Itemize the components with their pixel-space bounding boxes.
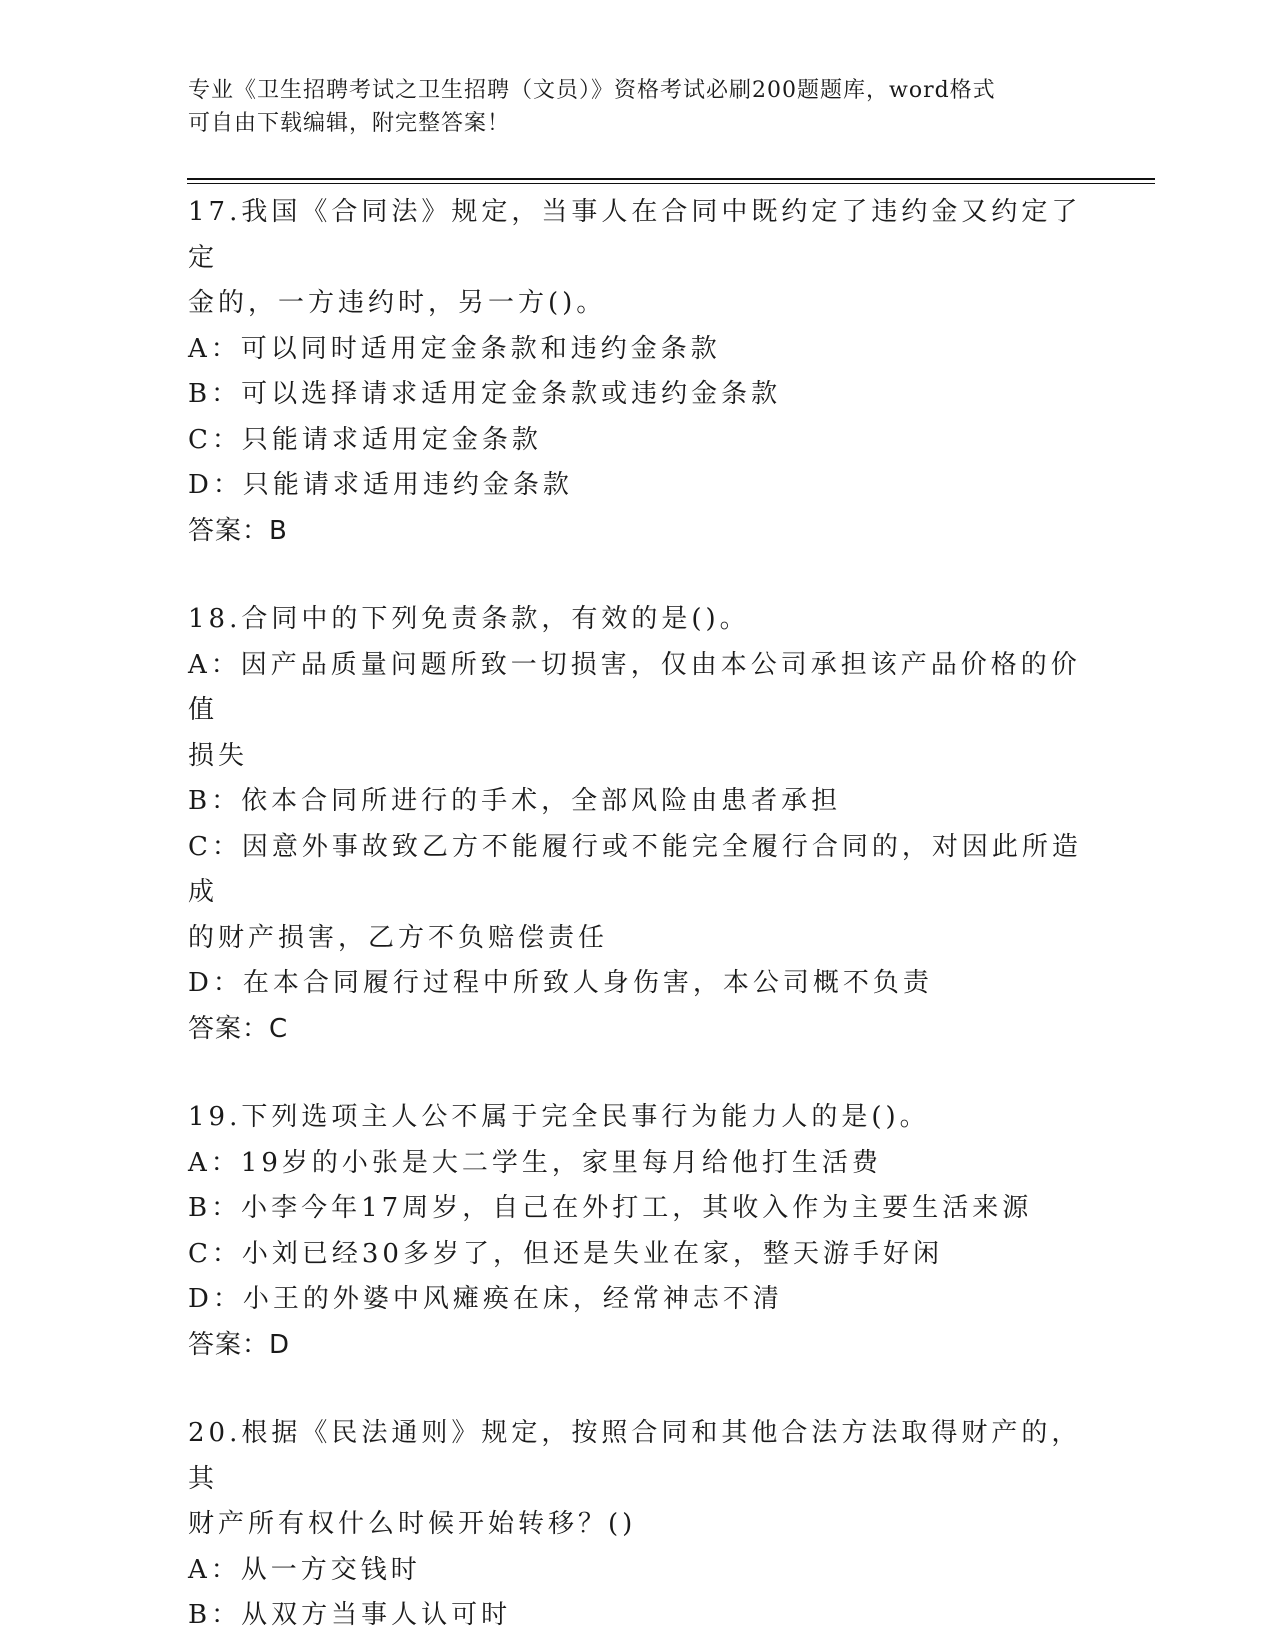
question-stem-continued: 金的，一方违约时，另一方()。 (188, 288, 607, 318)
option-a-continued: 损失 (188, 740, 249, 771)
question-stem: 20.根据《民法通则》规定，按照合同和其他合法方法取得财产的，其 (188, 1418, 1082, 1494)
option-b: B：小李今年17周岁，自己在外打工，其收入作为主要生活来源 (188, 1193, 1033, 1223)
document-header (188, 74, 1088, 140)
option-d: D：在本合同履行过程中所致人身伤害，本公司概不负责 (188, 968, 933, 998)
option-a: A：可以同时适用定金条款和违约金条款 (188, 333, 721, 364)
option-a: A：因产品质量问题所致一切损害，仅由本公司承担该产品价格的价值 (188, 649, 1081, 725)
option-c: C：小刘已经30多岁了，但还是失业在家，整天游手好闲 (188, 1238, 943, 1269)
question-19 (188, 1095, 1088, 1368)
question-18 (188, 597, 1088, 1052)
header-divider-thin (187, 183, 1155, 184)
question-17 (188, 190, 1088, 554)
question-stem-continued: 财产所有权什么时候开始转移？() (188, 1509, 637, 1539)
header-line-1: 专业《卫生招聘考试之卫生招聘（文员）》资格考试必刷200题题库，word格式 (188, 78, 996, 103)
option-b: B：依本合同所进行的手术，全部风险由患者承担 (188, 786, 842, 816)
option-c-continued: 的财产损害，乙方不负赔偿责任 (188, 922, 609, 953)
question-list (188, 190, 1088, 1639)
header-line-2: 可自由下载编辑，附完整答案！ (188, 111, 511, 136)
option-a: A：19岁的小张是大二学生，家里每月给他打生活费 (188, 1147, 882, 1178)
question-stem: 18.合同中的下列免责条款，有效的是()。 (188, 604, 750, 634)
option-c: C：只能请求适用定金条款 (188, 424, 542, 455)
option-c: C：因意外事故致乙方不能履行或不能完全履行合同的，对因此所造成 (188, 831, 1082, 907)
answer-label: 答案：C (188, 1013, 289, 1044)
option-b: B：可以选择请求适用定金条款或违约金条款 (188, 379, 782, 409)
option-b: B：从双方当事人认可时 (188, 1600, 512, 1630)
answer-label: 答案：B (188, 515, 288, 546)
question-20 (188, 1411, 1088, 1639)
answer-label: 答案：D (188, 1329, 291, 1360)
option-d: D：小王的外婆中风瘫痪在床，经常神志不清 (188, 1284, 783, 1314)
option-d: D：只能请求适用违约金条款 (188, 470, 573, 500)
option-a: A：从一方交钱时 (188, 1554, 421, 1585)
header-divider-thick (187, 178, 1155, 180)
question-stem: 17.我国《合同法》规定，当事人在合同中既约定了违约金又约定了定 (188, 197, 1082, 273)
question-stem: 19.下列选项主人公不属于完全民事行为能力人的是()。 (188, 1102, 930, 1132)
